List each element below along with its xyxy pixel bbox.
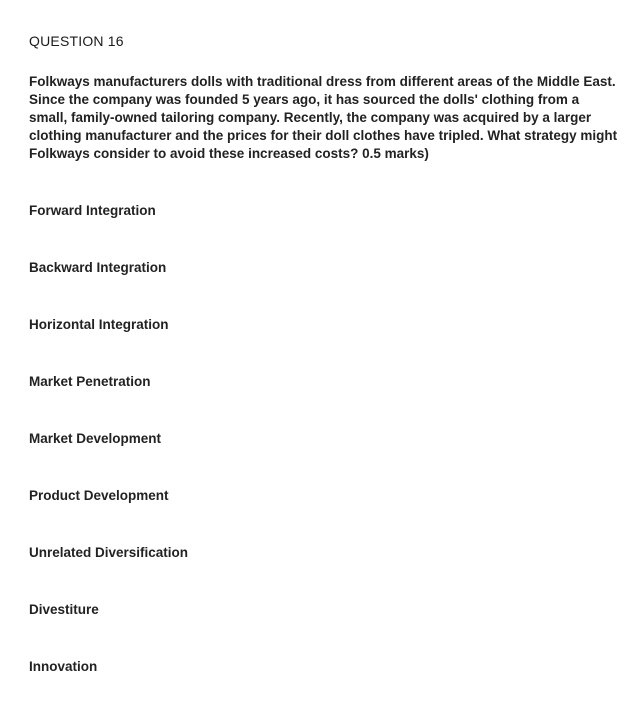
question-title: QUESTION 16 [29,33,124,49]
question-text: Folkways manufacturers dolls with traditional dress from different areas of the Middle East. Since the company was founded 5 years ago, it has sourced the dolls' clothing from a small, family-owned tailoring company. Recently, the company was acquired by a larger clothing manufacturer and the prices for their doll clothes have tripled. What strategy might Folkways consider to avoid these increased costs? 0.5 marks) [29,74,618,161]
option-unrelated-diversification[interactable] [29,540,609,597]
option-divestiture[interactable] [29,597,609,654]
option-label: Forward Integration [29,203,156,218]
option-horizontal-integration[interactable] [29,312,609,369]
option-forward-integration[interactable] [29,198,609,255]
option-label: Product Development [29,488,169,503]
option-market-penetration[interactable] [29,369,609,426]
answer-options-list [29,198,609,711]
option-label: Divestiture [29,602,99,617]
option-label: Innovation [29,659,98,674]
option-label: Market Penetration [29,374,151,389]
option-label: Unrelated Diversification [29,545,189,560]
option-label: Backward Integration [29,260,167,275]
option-market-development[interactable] [29,426,609,483]
option-innovation[interactable] [29,654,609,711]
option-backward-integration[interactable] [29,255,609,312]
option-label: Market Development [29,431,162,446]
option-product-development[interactable] [29,483,609,540]
option-label: Horizontal Integration [29,317,169,332]
